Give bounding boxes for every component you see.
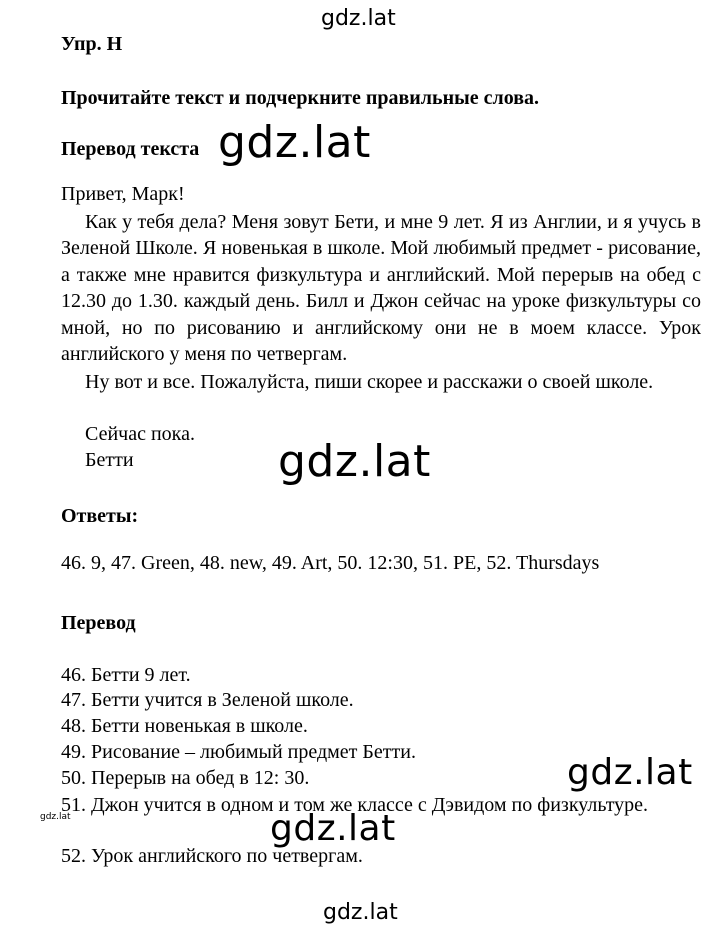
letter-paragraph-2: Ну вот и все. Пожалуйста, пиши скорее и расскажи о своей школе. [85, 371, 654, 393]
letter-paragraph-1: Как у тебя дела? Меня зовут Бети, и мне 9 лет. Я из Англии, и я учусь в Зеленой Школе. Я новенькая в школе. Мой любимый предмет - рисование, а также мне нравится физкультура и английский. Мой перерыв на обед с 12.30 до 1.30. каждый день. Билл и Джон сейчас на уроке физкультуры со мной, но по рисованию и английскому они не в моем классе. Урок английского у меня по четвергам. [61, 211, 701, 366]
translation-item-47: 47. Бетти учится в Зеленой школе. [61, 689, 354, 711]
watermark-lower: gdz.lat [270, 808, 396, 849]
exercise-title: Упр. H [61, 33, 123, 55]
watermark-middle: gdz.lat [278, 436, 431, 487]
translation-section-heading: Перевод [61, 612, 136, 634]
watermark-title-side: gdz.lat [218, 117, 371, 168]
letter-closing: Сейчас пока. [85, 423, 195, 445]
watermark-tiny: gdz.lat [40, 812, 71, 822]
answers-heading: Ответы: [61, 505, 139, 527]
instruction-text: Прочитайте текст и подчеркните правильные слова. [61, 87, 540, 109]
translation-heading: Перевод текста [61, 138, 200, 160]
watermark-bottom: gdz.lat [323, 900, 398, 925]
watermark-top: gdz.lat [321, 6, 396, 31]
translation-item-49: 49. Рисование – любимый предмет Бетти. [61, 741, 416, 763]
translation-item-51: 51. Джон учится в одном и том же классе с Дэвидом по физкультуре. [61, 794, 649, 816]
watermark-right: gdz.lat [567, 752, 693, 793]
letter-greeting: Привет, Марк! [61, 183, 185, 205]
translation-item-48: 48. Бетти новенькая в школе. [61, 715, 308, 737]
letter-signature: Бетти [85, 449, 134, 471]
answers-line: 46. 9, 47. Green, 48. new, 49. Art, 50. 12:30, 51. PE, 52. Thursdays [61, 552, 600, 574]
translation-item-46: 46. Бетти 9 лет. [61, 664, 191, 686]
translation-item-50: 50. Перерыв на обед в 12: 30. [61, 767, 310, 789]
translation-item-52: 52. Урок английского по четвергам. [61, 845, 363, 867]
